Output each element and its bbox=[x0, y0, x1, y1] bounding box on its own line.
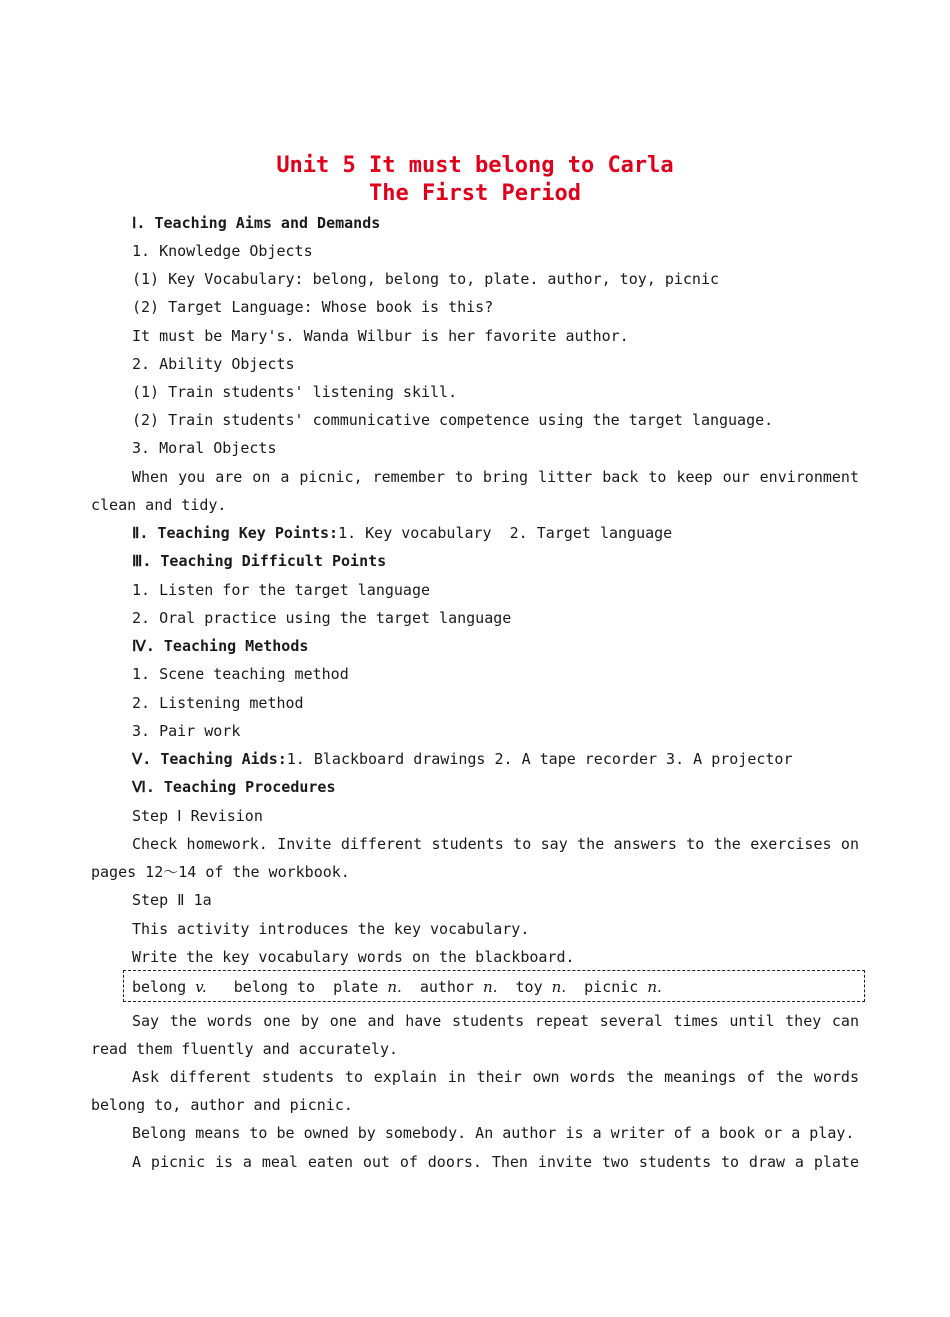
moral-text-line-2: clean and tidy. bbox=[91, 496, 227, 514]
moral-objects: 3. Moral Objects bbox=[132, 439, 277, 457]
vocab-word-toy: toy bbox=[515, 978, 543, 996]
paragraph-2-line-1: Ask different students to explain in their own words the meanings of the words bbox=[132, 1068, 859, 1086]
vocab-word-belong-to: belong to bbox=[233, 978, 316, 996]
paragraph-3: Belong means to be owned by somebody. An author is a writer of a book or a play. bbox=[132, 1124, 855, 1142]
section-heading-key-points: Ⅱ. Teaching Key Points: bbox=[132, 524, 339, 542]
ability-objects: 2. Ability Objects bbox=[132, 355, 295, 373]
section-heading-difficult-points: Ⅲ. Teaching Difficult Points bbox=[132, 552, 387, 570]
document-title: Unit 5 It must belong to Carla bbox=[276, 153, 674, 178]
vocab-pos-picnic: n. bbox=[647, 978, 662, 996]
step-2-text-1: This activity introduces the key vocabulary. bbox=[132, 920, 530, 938]
vocab-pos-plate: n. bbox=[387, 978, 402, 996]
step-2-title: Step Ⅱ 1a bbox=[132, 891, 212, 909]
ability-item-1: (1) Train students' listening skill. bbox=[132, 383, 458, 401]
key-vocabulary-line: (1) Key Vocabulary: belong, belong to, plate. author, toy, picnic bbox=[132, 270, 719, 288]
paragraph-1-line-2: read them fluently and accurately. bbox=[91, 1040, 399, 1058]
method-3: 3. Pair work bbox=[132, 722, 241, 740]
knowledge-objects: 1. Knowledge Objects bbox=[132, 242, 313, 260]
key-points-text: 1. Key vocabulary 2. Target language bbox=[338, 524, 673, 542]
ability-item-2: (2) Train students' communicative competence using the target language. bbox=[132, 411, 774, 429]
target-language-example: It must be Mary's. Wanda Wilbur is her favorite author. bbox=[132, 327, 629, 345]
section-heading-aids: Ⅴ. Teaching Aids: bbox=[132, 750, 287, 768]
vocab-pos-author: n. bbox=[483, 978, 498, 996]
difficult-point-1: 1. Listen for the target language bbox=[132, 581, 431, 599]
step-2-text-2: Write the key vocabulary words on the blackboard. bbox=[132, 948, 575, 966]
paragraph-2-line-2: belong to, author and picnic. bbox=[91, 1096, 353, 1114]
method-1: 1. Scene teaching method bbox=[132, 665, 349, 683]
target-language-line: (2) Target Language: Whose book is this? bbox=[132, 298, 494, 316]
vocab-pos-toy: n. bbox=[551, 978, 567, 996]
paragraph-1-line-1: Say the words one by one and have students repeat several times until they can bbox=[132, 1012, 859, 1030]
section-heading-methods: Ⅳ. Teaching Methods bbox=[132, 637, 309, 655]
difficult-point-2: 2. Oral practice using the target language bbox=[132, 609, 512, 627]
vocab-pos-belong: v. bbox=[195, 978, 207, 996]
step-1-text-line-1: Check homework. Invite different students to say the answers to the exercises on bbox=[132, 835, 859, 853]
moral-text-line-1: When you are on a picnic, remember to bring litter back to keep our environment bbox=[132, 468, 859, 486]
vocabulary-box-text bbox=[132, 977, 662, 997]
vocabulary-box bbox=[123, 970, 865, 1002]
teaching-aids-line bbox=[132, 749, 793, 769]
method-2: 2. Listening method bbox=[132, 694, 304, 712]
vocab-word-picnic: picnic bbox=[584, 978, 639, 996]
section-heading-aims: Ⅰ. Teaching Aims and Demands bbox=[132, 214, 381, 232]
step-1-title: Step Ⅰ Revision bbox=[132, 807, 263, 825]
document-subtitle: The First Period bbox=[369, 181, 581, 206]
vocab-word-belong: belong bbox=[132, 978, 187, 996]
section-heading-procedures: Ⅵ. Teaching Procedures bbox=[132, 778, 336, 796]
paragraph-4: A picnic is a meal eaten out of doors. Then invite two students to draw a plate bbox=[132, 1153, 859, 1171]
step-1-text-line-2: pages 12～14 of the workbook. bbox=[91, 863, 350, 881]
vocab-word-plate: plate bbox=[333, 978, 379, 996]
vocab-word-author: author bbox=[419, 978, 474, 996]
teaching-aids-text: 1. Blackboard drawings 2. A tape recorder 3. A projector bbox=[286, 750, 793, 768]
key-points-line bbox=[132, 523, 672, 543]
